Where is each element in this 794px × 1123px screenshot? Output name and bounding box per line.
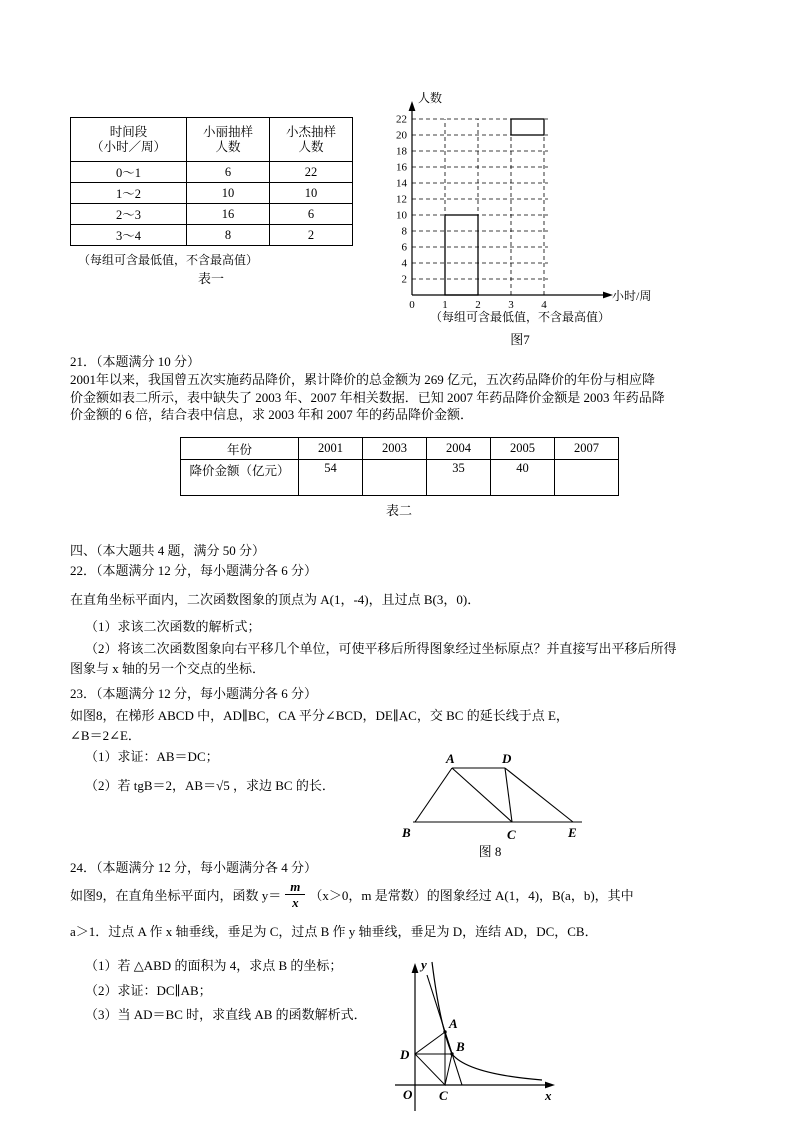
y-axis-label: 人数 [418, 91, 443, 105]
cell: 1～2 [71, 183, 187, 204]
cell: 2004 [427, 438, 491, 460]
x-axis-label: 小时/周 [612, 289, 652, 303]
q22-intro: 在直角坐标平面内，二次函数图象的顶点为 A(1，-4)，且过点 B(3，0)． [70, 592, 481, 607]
bar-3-4-top-box [511, 119, 544, 135]
cell: 8 [187, 225, 270, 246]
cell [270, 118, 353, 162]
q24-intro-post: （x＞0，m 是常数）的图象经过 A(1，4)，B(a，b)，其中 [309, 887, 634, 903]
svg-text:18: 18 [396, 145, 407, 158]
section4-header: 四、（本大题共 4 题，满分 50 分） [70, 543, 266, 558]
cell: 2 [270, 225, 353, 246]
cell: 16 [187, 204, 270, 225]
figure8-point-labels [401, 751, 577, 842]
q23-intro-line1: 如图8，在梯形 ABCD 中，AD∥BC，CA 平分∠BCD，DE∥AC，交 BC 的延长线于点 E， [70, 708, 569, 723]
figure9-point-labels [399, 957, 552, 1103]
cell-text: 人数 [215, 139, 241, 154]
q24-item2: （2）求证：DC∥AB； [85, 983, 212, 998]
point-label-D: D [400, 1047, 410, 1062]
cell-text: 人数 [298, 139, 324, 154]
cell: 降价金额（亿元） [181, 460, 299, 496]
q21-body-line: 价金额的 6 倍，结合表中信息，求 2003 年和 2007 年的药品降价金额． [70, 407, 474, 422]
table-row [71, 204, 353, 225]
svg-text:1: 1 [442, 299, 448, 311]
axis-label-x: x [545, 1088, 552, 1103]
table-one [70, 117, 353, 246]
svg-text:0: 0 [409, 299, 415, 311]
table-two-wrap [180, 437, 619, 496]
q21-body [70, 371, 780, 424]
svg-text:12: 12 [396, 193, 407, 206]
point-label-B: B [456, 1039, 465, 1054]
figure8-caption: 图 8 [478, 844, 502, 859]
table-row [181, 460, 619, 496]
q21-body-line: 价金额如表二所示，表中缺失了 2003 年、2007 年相关数据．已知 2007 年药品降价金额是 2003 年药品降 [70, 389, 665, 405]
cell: 2～3 [71, 204, 187, 225]
cell: 54 [299, 460, 363, 496]
cell [187, 118, 270, 162]
q24-item1: （1）若 △ABD 的面积为 4，求点 B 的坐标； [85, 958, 343, 973]
point-A [443, 1030, 446, 1033]
q24-intro-line1 [70, 876, 634, 912]
q24-intro-pre: 如图9，在直角坐标平面内，函数 y＝ [70, 887, 282, 903]
y-axis-arrow [409, 101, 416, 111]
fraction-m-over-x [285, 879, 305, 910]
table-row [71, 162, 353, 183]
y-axis-arrow [412, 963, 419, 973]
cell-text: （小时／周） [90, 139, 166, 154]
cell [71, 118, 187, 162]
q24-header: 24．（本题满分 12 分，每小题满分各 4 分） [70, 860, 318, 875]
cell [363, 460, 427, 496]
svg-text:22: 22 [396, 113, 407, 126]
axis-label-y: y [421, 957, 427, 972]
q22-item2-line2: 图象与 x 轴的另一个交点的坐标． [70, 661, 266, 676]
q23-intro-line2: ∠B＝2∠E． [70, 728, 141, 743]
cell: 35 [427, 460, 491, 496]
cell: 0～1 [71, 162, 187, 183]
svg-text:10: 10 [396, 209, 407, 222]
cell: 40 [491, 460, 555, 496]
gridlines [412, 119, 548, 295]
table-two [180, 437, 619, 496]
point-label-B: B [402, 825, 411, 840]
q23-item1: （1）求证：AB＝DC； [85, 749, 219, 764]
point-label-O: O [403, 1087, 413, 1102]
q22-header: 22．（本题满分 12 分，每小题满分各 6 分） [70, 563, 318, 578]
q24-intro-line2: a＞1．过点 A 作 x 轴垂线，垂足为 C，过点 B 作 y 轴垂线，垂足为 D，连结 AD，DC，CB． [70, 924, 598, 939]
point-B [450, 1052, 453, 1055]
svg-text:2: 2 [401, 273, 407, 286]
cell: 3～4 [71, 225, 187, 246]
table-two-caption: 表二 [385, 503, 412, 518]
fraction-denominator: x [292, 894, 299, 910]
table-one-caption: 表一 [197, 271, 224, 286]
fraction-numerator: m [285, 879, 305, 895]
svg-text:8: 8 [401, 225, 407, 238]
q22-item2-line1: （2）将该二次函数图象向右平移几个单位，可使平移后所得图象经过坐标原点？并直接写出平移后所得 [85, 641, 677, 656]
svg-text:3: 3 [508, 299, 514, 311]
table-one-note: （每组可含最低值，不含最高值） [78, 253, 259, 267]
cell [555, 460, 619, 496]
cell: 10 [270, 183, 353, 204]
cell: 2001 [299, 438, 363, 460]
cell: 2003 [363, 438, 427, 460]
svg-text:20: 20 [396, 129, 407, 142]
cell: 6 [270, 204, 353, 225]
svg-text:16: 16 [396, 161, 407, 174]
cell: 10 [187, 183, 270, 204]
bar-1-2 [445, 215, 478, 295]
svg-text:6: 6 [401, 241, 407, 254]
figure7-note: （每组可含最低值，不含最高值） [429, 310, 610, 324]
q22-item1: （1）求该二次函数的解析式； [85, 619, 261, 634]
table-row [181, 438, 619, 460]
figure9-hyperbola [390, 956, 570, 1123]
point-label-D: D [502, 751, 512, 766]
point-label-A: A [446, 751, 455, 766]
y-tick-labels [396, 114, 408, 286]
cell: 2005 [491, 438, 555, 460]
cell: 22 [270, 162, 353, 183]
svg-text:4: 4 [401, 257, 407, 270]
cell: 2007 [555, 438, 619, 460]
q24-item3: （3）当 AD＝BC 时，求直线 AB 的函数解析式． [85, 1007, 367, 1022]
q21-header: 21．（本题满分 10 分） [70, 354, 201, 369]
point-label-E: E [568, 825, 577, 840]
cell: 年份 [181, 438, 299, 460]
cell-text: 小杰抽样 [285, 124, 336, 139]
figure9-axes [395, 970, 548, 1111]
cell-text: 时间段 [109, 124, 148, 139]
figure7-histogram [380, 90, 660, 320]
table-one-wrap [70, 117, 353, 246]
cell-text: 小丽抽样 [202, 124, 253, 139]
cell: 6 [187, 162, 270, 183]
svg-text:4: 4 [541, 299, 547, 311]
figure8-trapezoid [400, 750, 610, 850]
q23-header: 23．（本题满分 12 分，每小题满分各 6 分） [70, 686, 318, 701]
table-row [71, 183, 353, 204]
point-label-C: C [507, 827, 516, 842]
q21-body-line: 2001年以来，我国曾五次实施药品降价，累计降价的总金额为 269 亿元，五次药品降价的年份与相应降 [70, 372, 656, 387]
q23-item2: （2）若 tgB＝2，AB＝√5 ，求边 BC 的长． [85, 778, 335, 793]
svg-text:14: 14 [396, 177, 407, 190]
table-row [71, 225, 353, 246]
point-label-C: C [439, 1088, 448, 1103]
table-row [71, 118, 353, 162]
point-label-A: A [449, 1016, 458, 1031]
axes [412, 108, 606, 295]
figure7-caption: 图7 [510, 332, 530, 347]
svg-text:2: 2 [475, 299, 481, 311]
figure8-lines [413, 768, 582, 822]
